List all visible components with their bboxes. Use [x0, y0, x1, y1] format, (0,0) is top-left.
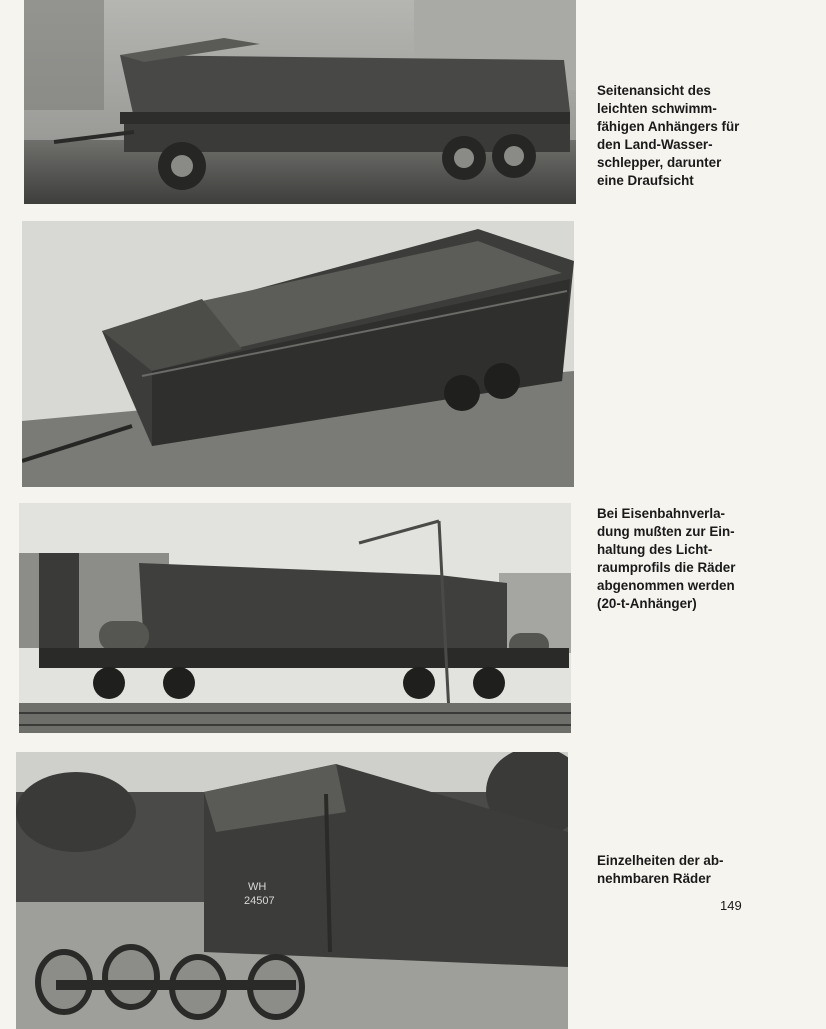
photo-trailer-top-view: [22, 221, 574, 487]
caption-railway-loading: Bei Eisenbahnverla- dung mußten zur Ein- haltung des Licht- raumprofils die Räder abgenommen werden (20-t-Anhänger): [597, 506, 736, 611]
photo-trailer-side-view: [24, 0, 576, 204]
photo-detachable-wheels: [16, 752, 568, 1029]
caption-detachable-wheels: Einzelheiten der ab- nehmbaren Räder: [597, 853, 724, 886]
page-number: 149: [720, 898, 742, 913]
photo-trailer-railway-loading: [19, 503, 571, 733]
caption-trailer-side-view: Seitenansicht des leichten schwimm- fähigen Anhängers für den Land-Wasser- schlepper, darunter eine Draufsicht: [597, 83, 740, 188]
vehicle-marking-number: 24507: [244, 895, 275, 907]
vehicle-marking: WH: [248, 881, 267, 893]
